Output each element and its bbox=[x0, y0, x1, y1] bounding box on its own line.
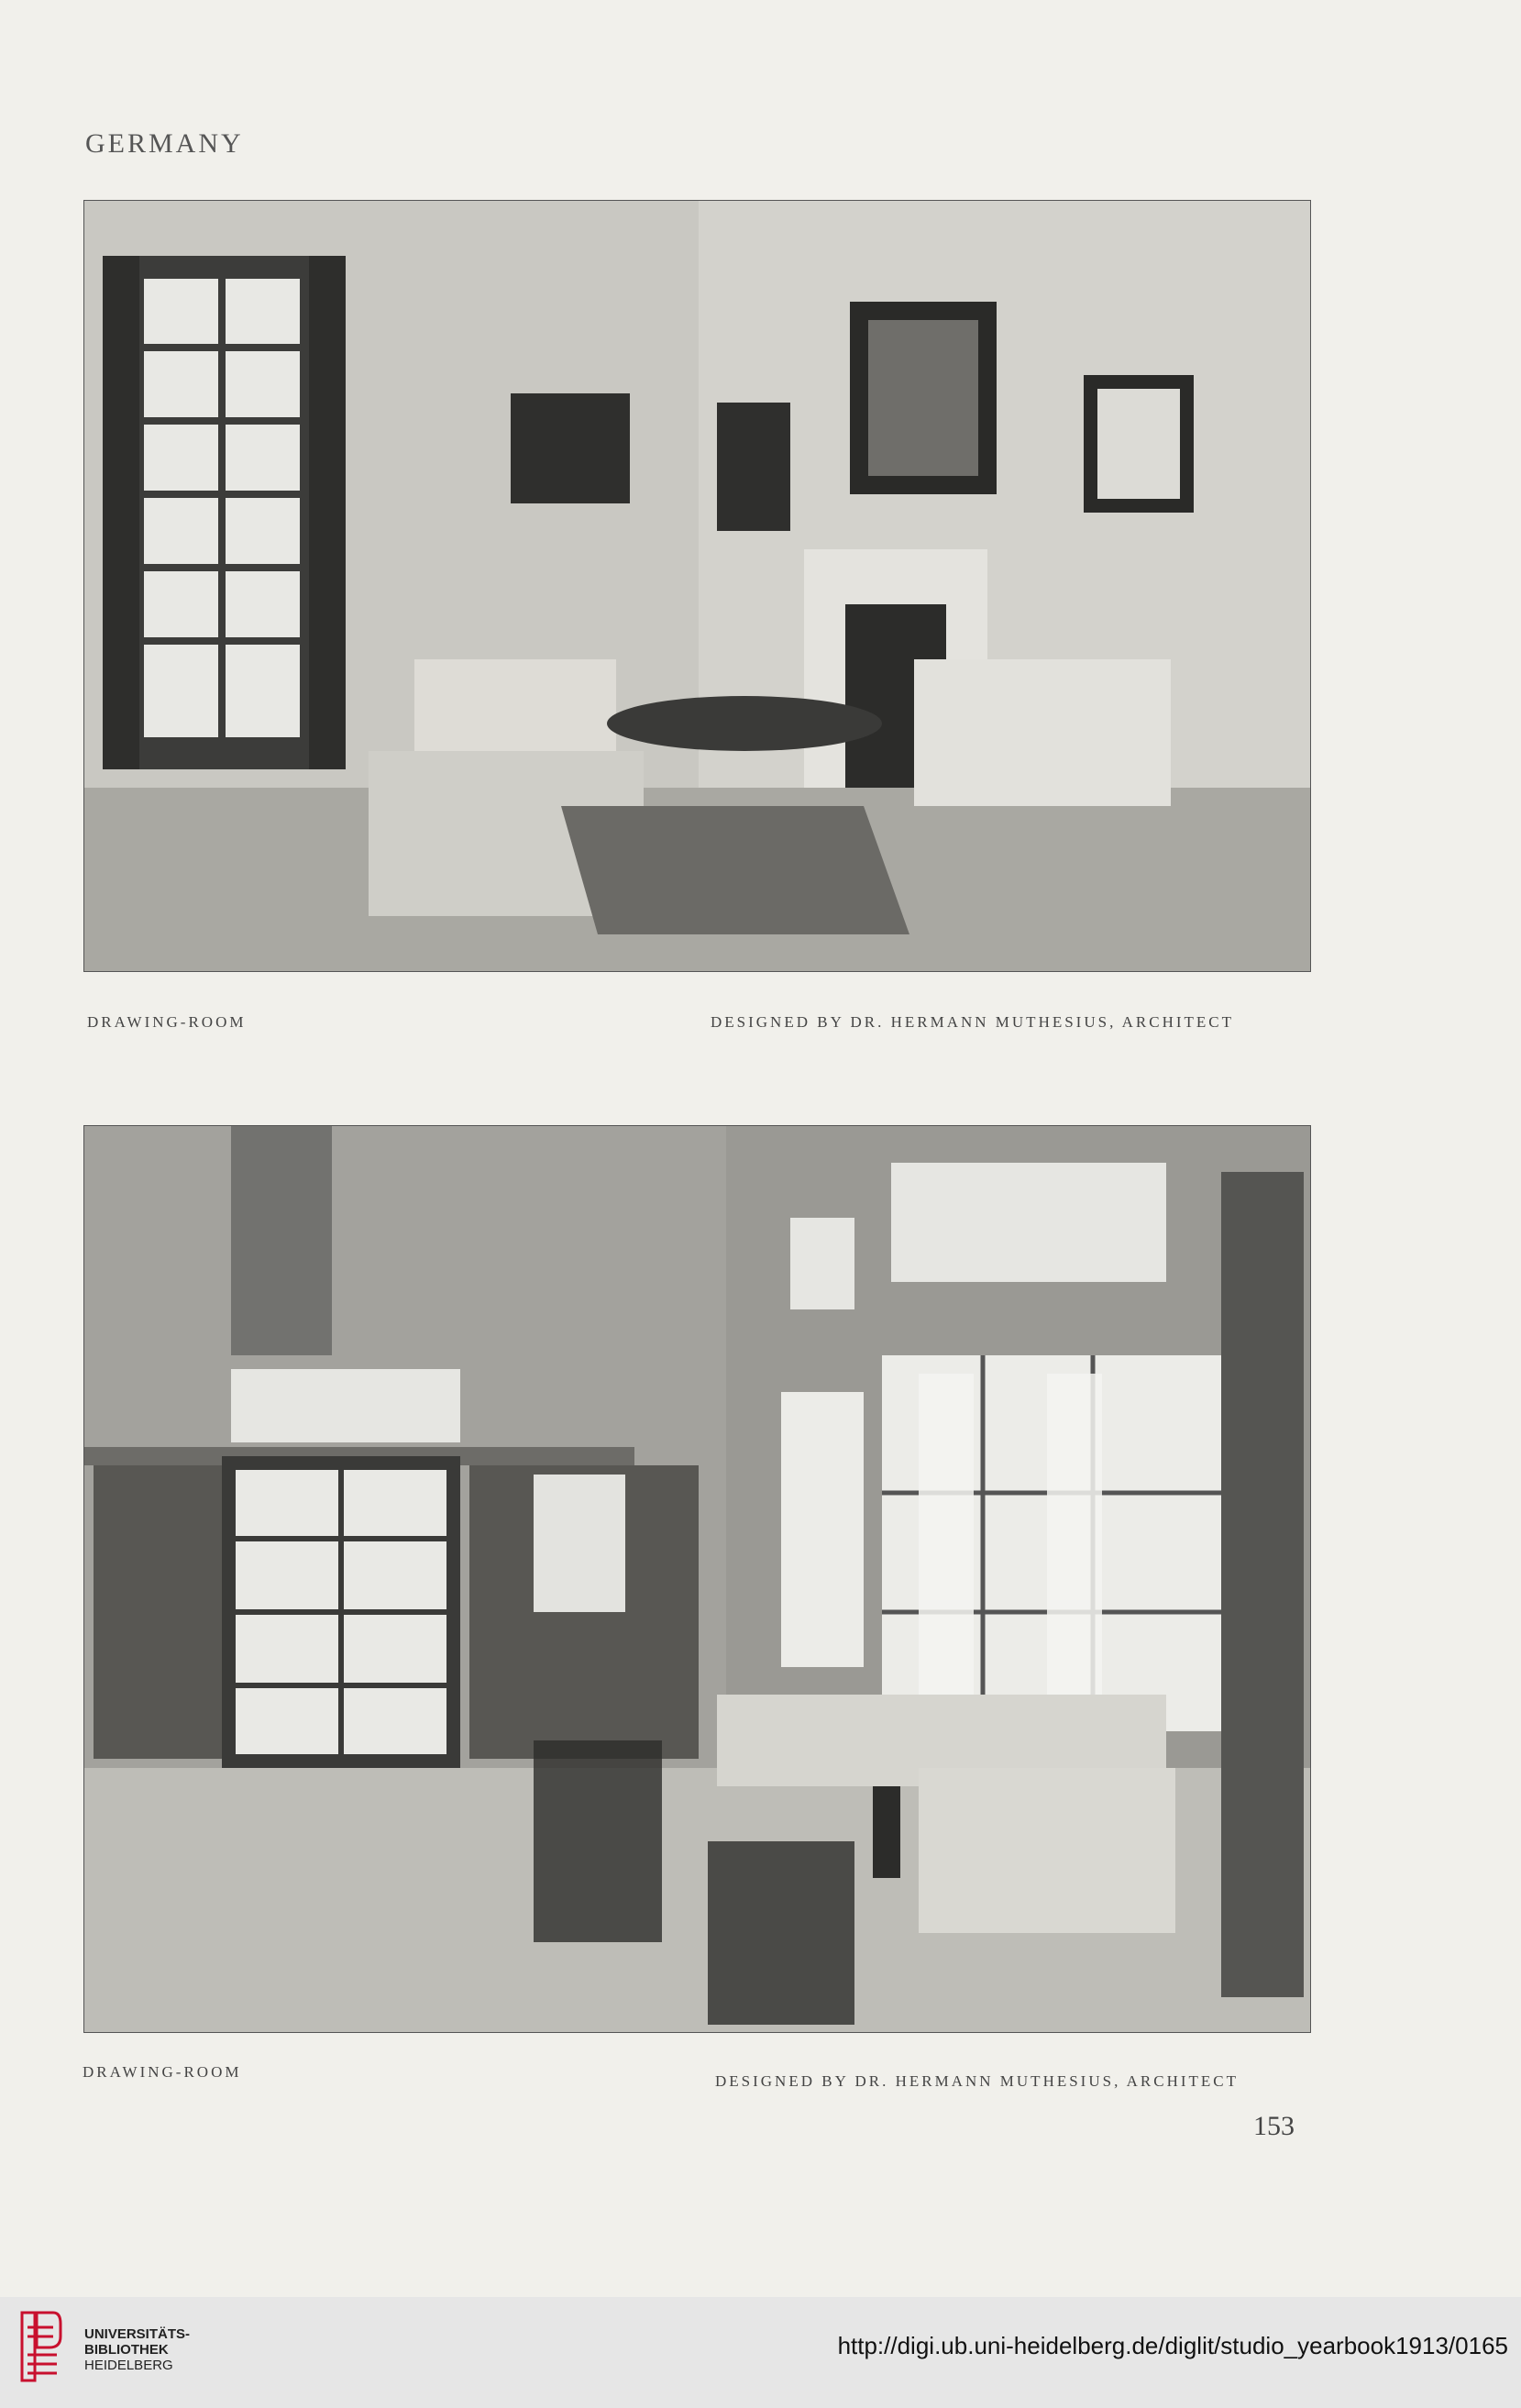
library-logo-icon bbox=[17, 2309, 64, 2384]
plate1-caption-credit: DESIGNED BY DR. HERMANN MUTHESIUS, ARCHITECT bbox=[711, 1013, 1235, 1031]
source-url-link[interactable]: http://digi.ub.uni-heidelberg.de/diglit/studio_yearbook1913/0165 bbox=[837, 2332, 1508, 2359]
page-number: 153 bbox=[1253, 2111, 1295, 2141]
plate1-caption-title: DRAWING-ROOM bbox=[87, 1013, 247, 1031]
institution-line-2: BIBLIOTHEK bbox=[84, 2342, 169, 2358]
institution-line-1: UNIVERSITÄTS- bbox=[84, 2326, 191, 2342]
photo-drawing-room-bay-window bbox=[83, 1125, 1311, 2033]
running-title: GERMANY bbox=[85, 128, 244, 159]
institution-name bbox=[84, 2326, 190, 2373]
plate2-caption-title: DRAWING-ROOM bbox=[83, 2063, 242, 2081]
institution-line-3: HEIDELBERG bbox=[84, 2358, 173, 2373]
photo-drawing-room-fireplace bbox=[83, 200, 1311, 972]
digitization-footer bbox=[0, 2297, 1521, 2408]
plate2-caption-credit: DESIGNED BY DR. HERMANN MUTHESIUS, ARCHITECT bbox=[715, 2072, 1240, 2090]
